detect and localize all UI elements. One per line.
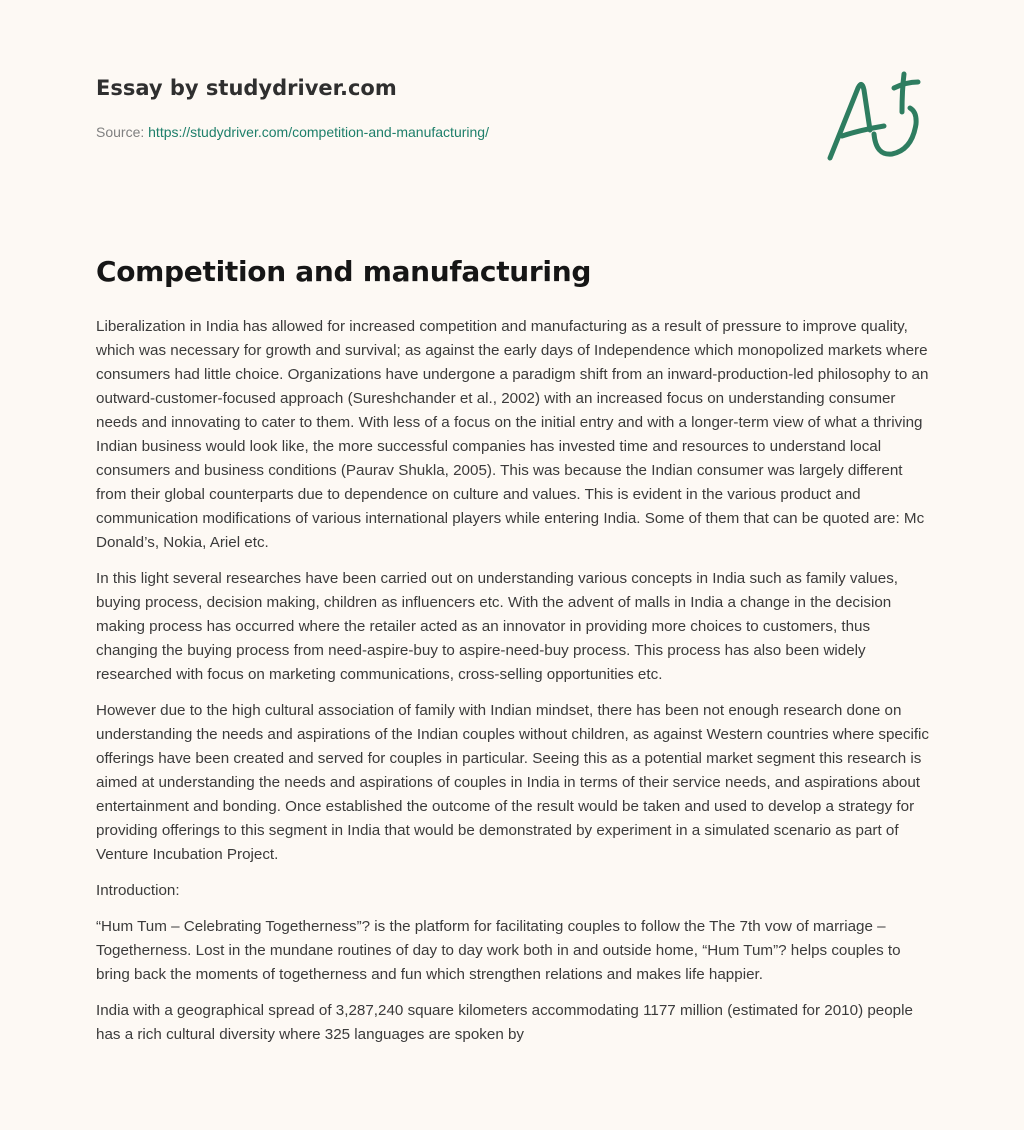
paragraph: India with a geographical spread of 3,287,240 square kilometers accommodating 1177 million (estimated for 2010) people has a rich cultural diversity where 325 languages are spoken by bbox=[96, 1002, 913, 1043]
paragraph: In this light several researches have been carried out on understanding various concepts in India such as family values, buying process, decision making, children as influencers etc. With the advent of malls in India a change in the decision making process has occurred where the retailer acted as an innovator in providing more choices to customers, thus changing the buying process from need-aspire-buy to aspire-need-buy process. This process has also been widely researched with focus on marketing communications, cross-selling opportunities etc. bbox=[96, 570, 899, 683]
a-plus-grade-icon bbox=[820, 68, 930, 168]
site-title: Essay by studydriver.com bbox=[96, 76, 397, 100]
document-title: Competition and manufacturing bbox=[96, 255, 592, 288]
source-link[interactable]: https://studydriver.com/competition-and-manufacturing/ bbox=[148, 124, 489, 140]
source-line bbox=[96, 124, 489, 140]
section-heading: Introduction: bbox=[96, 882, 180, 899]
source-label: Source: bbox=[96, 124, 149, 140]
essay-body bbox=[96, 315, 932, 1059]
paragraph: However due to the high cultural association of family with Indian mindset, there has been not enough research done on understanding the needs and aspirations of the Indian couples without children, as against Western countries where specific offerings have been created and served for couples in particular. Seeing this as a potential market segment this research is aimed at understanding the needs and aspirations of couples in India in terms of their service needs, and aspirations about entertainment and bonding. Once established the outcome of the result would be taken and used to develop a strategy for providing offerings to this segment in India that would be demonstrated by experiment in a simulated scenario as part of Venture Incubation Project. bbox=[96, 702, 930, 863]
paragraph: Liberalization in India has allowed for increased competition and manufacturing as a result of pressure to improve quality, which was necessary for growth and survival; as against the early days of Independence which monopolized markets where consumers had little choice. Organizations have undergone a paradigm shift from an inward-production-led philosophy to an outward-customer-focused approach (Sureshchander et al., 2002) with an increased focus on understanding consumer needs and innovating to cater to them. With less of a focus on the initial entry and with a longer-term view of what a thriving Indian business would look like, the more successful companies has invested time and resources to understand local consumers and business conditions (Paurav Shukla, 2005). This was because the Indian consumer was largely different from their global counterparts due to dependence on culture and values. This is evident in the various product and communication modifications of various international players while entering India. Some of them that can be quoted are: Mc Donald’s, Nokia, Ariel etc. bbox=[96, 318, 929, 551]
paragraph: “Hum Tum – Celebrating Togetherness”? is the platform for facilitating couples to follow the The 7th vow of marriage – Togetherness. Lost in the mundane routines of day to day work both in and outside home, “Hum Tum”? helps couples to bring back the moments of togetherness and fun which strengthen relations and makes life happier. bbox=[96, 918, 901, 983]
